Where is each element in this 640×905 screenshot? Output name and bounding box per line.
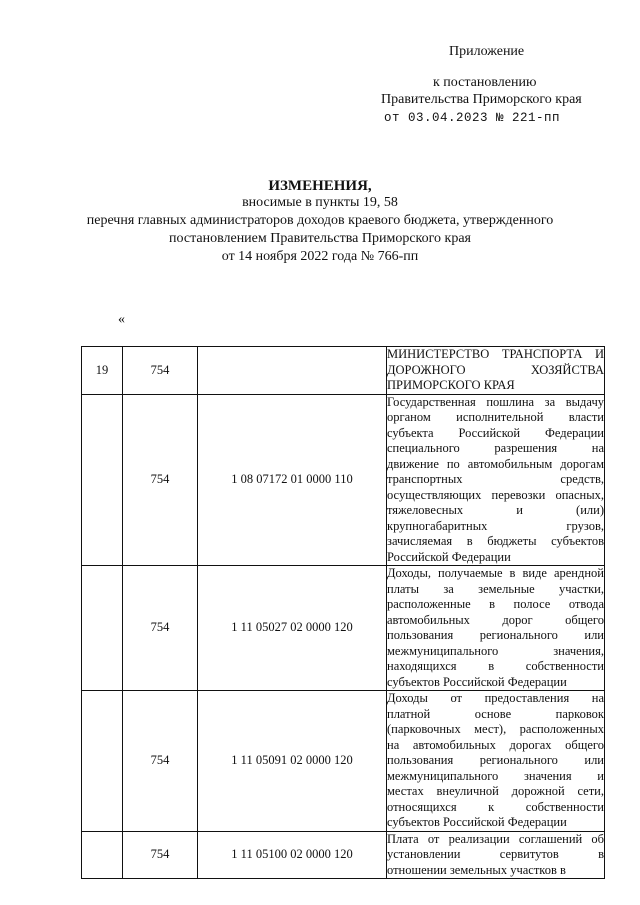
description-line: автомобильных дорог общего — [387, 612, 604, 627]
description-line: зачисляемая в бюджеты субъектов — [387, 534, 604, 548]
description-line: ПРИМОРСКОГО КРАЯ — [387, 378, 515, 392]
description-line: расположенные в полосе отвода — [387, 597, 604, 611]
appendix-government: Правительства Приморского края — [381, 92, 582, 107]
table-row — [82, 394, 605, 566]
administrators-table — [81, 346, 605, 879]
description-line: относящихся к собственности — [387, 799, 604, 814]
doc-subtitle-4: от 14 ноября 2022 года № 766-пп — [221, 249, 419, 264]
row-number-cell: 19 — [82, 347, 123, 395]
table-body — [82, 347, 605, 879]
kbk-code-cell: 1 11 05091 02 0000 120 — [198, 691, 387, 832]
admin-code-cell: 754 — [123, 691, 198, 832]
row-number-cell — [82, 394, 123, 566]
description-line: Государственная пошлина за выдачу — [387, 394, 604, 409]
description-cell — [387, 566, 605, 691]
description-line: субъекта Российской Федерации — [387, 425, 604, 440]
description-line: Плата от реализации соглашений об — [387, 831, 604, 846]
description-line: Доходы от предоставления на — [387, 691, 604, 705]
description-line: платы за земельные участки, — [387, 581, 604, 596]
row-number-cell — [82, 566, 123, 691]
row-number-cell — [82, 831, 123, 879]
description-line: субъектов Российской Федерации — [387, 815, 567, 829]
admin-code-cell: 754 — [123, 566, 198, 691]
description-line: крупногабаритных грузов, — [387, 518, 604, 533]
description-line: межмуниципального значения и — [387, 768, 604, 783]
description-line: пользования регионального или — [387, 628, 604, 642]
description-line: МИНИСТЕРСТВО ТРАНСПОРТА И — [387, 347, 604, 361]
admin-code-cell: 754 — [123, 831, 198, 879]
description-line: местах внеуличной дорожной сети, — [387, 784, 604, 798]
appendix-date-number: от 03.04.2023 № 221-пп — [384, 111, 561, 125]
description-line: субъектов Российской Федерации — [387, 674, 567, 689]
description-line: ДОРОЖНОГО ХОЗЯЙСТВА — [387, 362, 604, 377]
table-row — [82, 691, 605, 832]
description-line: Российской Федерации — [387, 549, 511, 564]
doc-subtitle-1: вносимые в пункты 19, 58 — [242, 195, 398, 210]
description-line: платной основе парковок — [387, 706, 604, 721]
description-line: тяжеловесных и (или) — [387, 503, 604, 517]
row-number-cell — [82, 691, 123, 832]
description-line: пользования регионального или — [387, 753, 604, 767]
doc-title: ИЗМЕНЕНИЯ, — [268, 178, 372, 194]
description-line: на автомобильных дорогах общего — [387, 737, 604, 752]
admin-code-cell: 754 — [123, 347, 198, 395]
description-line: установлении сервитутов в — [387, 847, 604, 861]
description-line: Доходы, получаемые в виде арендной — [387, 566, 604, 580]
description-line: межмуниципального значения, — [387, 643, 604, 658]
description-line: органом исполнительной власти — [387, 410, 604, 424]
kbk-code-cell: 1 11 05027 02 0000 120 — [198, 566, 387, 691]
table-row — [82, 831, 605, 879]
doc-subtitle-2: перечня главных администраторов доходов краевого бюджета, утвержденного — [86, 213, 554, 228]
description-line: осуществляющих перевозки опасных, — [387, 487, 604, 502]
description-line: движение по автомобильным дорогам — [387, 456, 604, 471]
description-line: специального разрешения на — [387, 441, 604, 455]
kbk-code-cell: 1 08 07172 01 0000 110 — [198, 394, 387, 566]
doc-subtitle-3: постановлением Правительства Приморского края — [169, 231, 471, 246]
description-cell — [387, 831, 605, 879]
description-cell — [387, 691, 605, 832]
description-line: находящихся в собственности — [387, 659, 604, 673]
description-line: транспортных средств, — [387, 472, 604, 486]
description-line: отношении земельных участков в — [387, 862, 566, 877]
appendix-label: Приложение — [449, 44, 525, 59]
admin-code-cell: 754 — [123, 394, 198, 566]
kbk-code-cell — [198, 347, 387, 395]
description-cell — [387, 394, 605, 566]
appendix-ref-line: к постановлению — [433, 75, 537, 90]
table-row — [82, 566, 605, 691]
description-cell — [387, 347, 605, 395]
kbk-code-cell: 1 11 05100 02 0000 120 — [198, 831, 387, 879]
table-row — [82, 347, 605, 395]
description-line: (парковочных мест), расположенных — [387, 722, 604, 736]
opening-quote: « — [118, 312, 125, 327]
